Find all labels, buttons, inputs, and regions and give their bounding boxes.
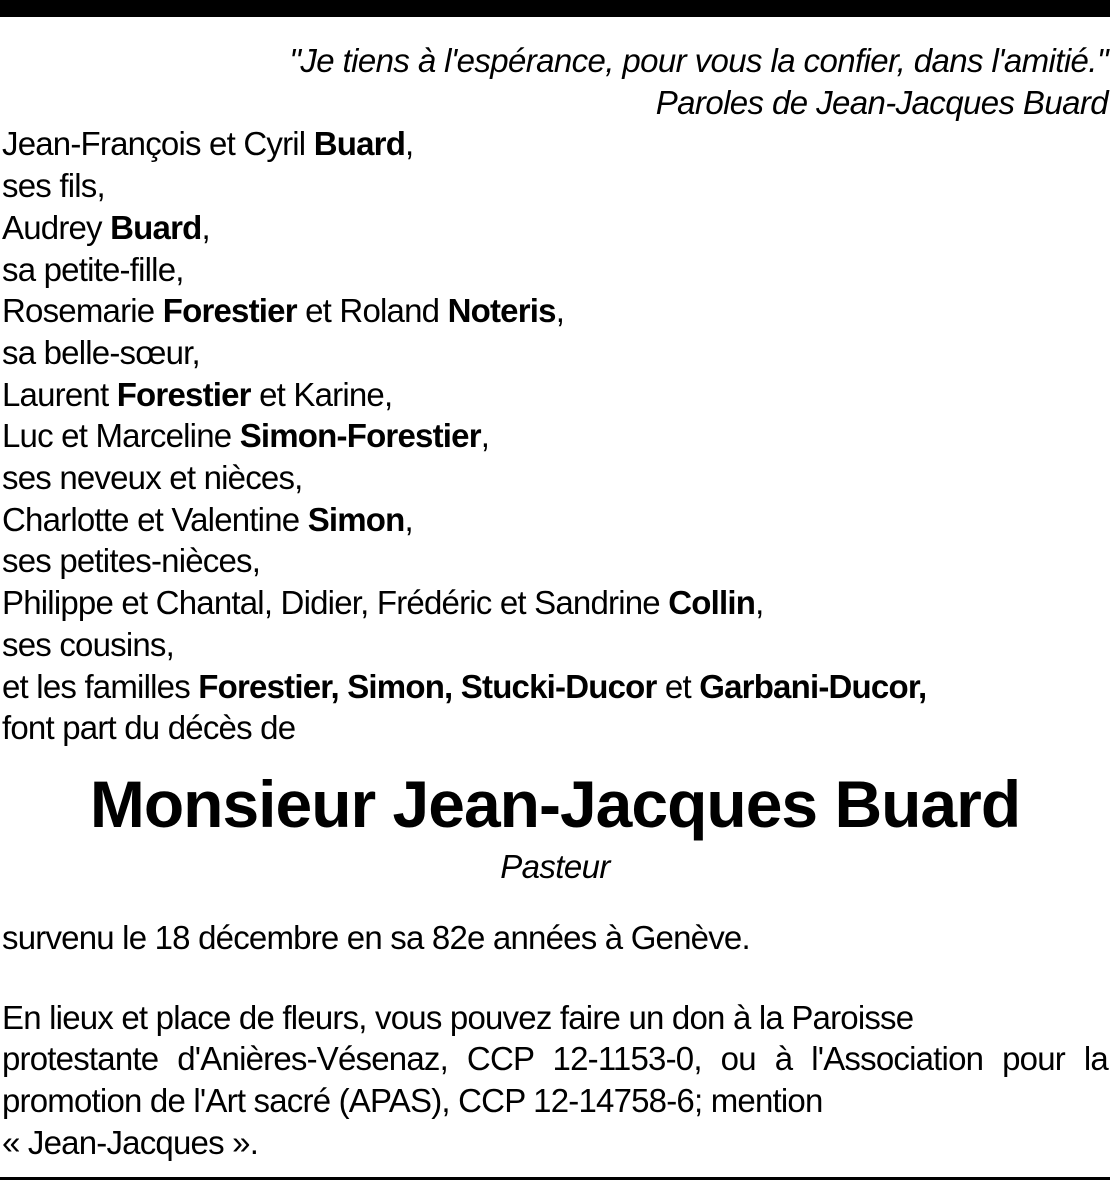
- announcement-line: font part du décès de: [2, 709, 296, 747]
- family-line: [2, 499, 1108, 541]
- family-name: Collin: [668, 584, 756, 622]
- donation-line: promotion de l'Art sacré (APAS), CCP 12-14758-6; mention: [2, 1082, 823, 1120]
- top-rule: [0, 0, 1110, 17]
- given-names: et Karine,: [250, 375, 393, 413]
- family-name: Forestier: [162, 292, 297, 330]
- relationship-line: sa petite-fille,: [2, 250, 184, 288]
- family-name: Buard: [110, 208, 202, 246]
- donation-line: « Jean-Jacques ».: [2, 1123, 259, 1161]
- epigraph-quote: "Je tiens à l'espérance, pour vous la confier, dans l'amitié.": [289, 42, 1108, 79]
- punctuation: ,: [201, 208, 210, 246]
- given-names: Luc et Marceline: [2, 417, 240, 455]
- family-name: Garbani-Ducor,: [699, 667, 927, 705]
- family-name: Noteris: [447, 292, 556, 330]
- given-names: Jean-François et Cyril: [2, 125, 314, 163]
- punctuation: ,: [404, 500, 413, 538]
- family-line: [2, 123, 1108, 165]
- given-names: Laurent: [2, 375, 117, 413]
- family-name: Simon: [307, 500, 405, 538]
- relationship-line: ses petites-nièces,: [2, 542, 261, 580]
- relationship-line: sa belle-sœur,: [2, 333, 200, 371]
- given-names: Philippe et Chantal, Didier, Frédéric et Sandrine: [2, 584, 669, 622]
- family-line: [2, 582, 1108, 624]
- death-notice: survenu le 18 décembre en sa 82e années à Genève.: [2, 918, 750, 956]
- deceased-title: Pasteur: [500, 847, 610, 885]
- family-line: [2, 207, 1108, 249]
- relationship-line: ses neveux et nièces,: [2, 459, 303, 497]
- bottom-rule: [0, 1177, 1110, 1180]
- donation-line: En lieux et place de fleurs, vous pouvez faire un don à la Paroisse: [2, 998, 914, 1036]
- family-list: [2, 123, 1108, 749]
- relationship-line: ses fils,: [2, 167, 105, 205]
- given-names: et Roland: [296, 292, 448, 330]
- punctuation: ,: [405, 125, 414, 163]
- family-line: [2, 290, 1108, 332]
- given-names: et les familles: [2, 667, 199, 705]
- family-line: [2, 415, 1108, 457]
- given-names: Rosemarie: [2, 292, 163, 330]
- punctuation: ,: [555, 292, 565, 330]
- punctuation: ,: [480, 417, 490, 455]
- given-names: Audrey: [2, 208, 111, 246]
- family-name: Buard: [313, 125, 406, 163]
- deceased-name: Monsieur Jean-Jacques Buard: [89, 766, 1021, 841]
- punctuation: ,: [755, 584, 764, 622]
- family-name: Forestier: [116, 375, 251, 413]
- donation-line: protestante d'Anières-Vésenaz, CCP 12-1153-0, ou à l'Association pour la: [2, 1040, 1108, 1078]
- relationship-line: ses cousins,: [2, 625, 174, 663]
- given-names: et: [656, 667, 700, 705]
- given-names: Charlotte et Valentine: [2, 500, 308, 538]
- family-line: [2, 374, 1108, 416]
- epigraph-attribution: Paroles de Jean-Jacques Buard: [655, 83, 1108, 121]
- epigraph: [2, 40, 1108, 123]
- family-name: Simon-Forestier: [239, 417, 481, 455]
- family-line: [2, 666, 1108, 708]
- obituary-notice: [2, 40, 1108, 1163]
- donation-paragraph: [2, 997, 1108, 1164]
- family-name: Forestier, Simon, Stucki-Ducor: [198, 667, 657, 705]
